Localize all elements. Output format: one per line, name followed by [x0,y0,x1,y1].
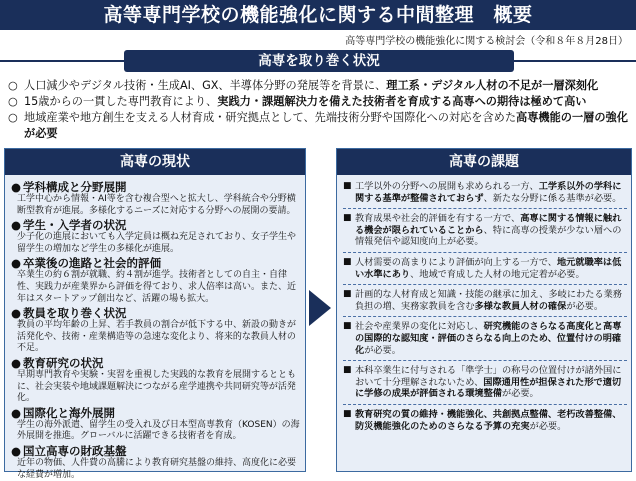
square-bullet-icon: ■ [343,365,352,376]
current-status-list [11,179,301,481]
current-status-item [11,356,301,405]
current-status-item [11,256,301,305]
issue-item [343,289,627,317]
current-status-heading: 国際化と海外展開 [23,405,116,420]
issues-title: 高専の課題 [337,149,631,175]
current-status-text: 卒業生の約６割が就職、約４割が進学。技術者としての自主・自律性、実践力が産業界から評価を得ており、求人倍率は高い。また、近年はスタートアップ創出など、活躍の場も拡大。 [17,270,297,304]
environment-item [6,94,632,109]
issue-tail: 、地域で育成した人材の地元定着が必要。 [410,268,585,280]
committee-date-line: 高等専門学校の機能強化に関する検討会（令和８年８月28日） [345,36,628,47]
current-status-text: 少子化の進展においても入学定員は概ね充足されており、女子学生や留学生の増加など学生の多様化が進展。 [17,232,297,254]
issue-text: 工学以外の分野への展開も求められる一方、 [355,181,539,192]
issue-item [343,181,627,209]
square-bullet-icon: ■ [343,408,352,419]
square-bullet-icon: ■ [343,289,352,300]
current-status-item [11,180,301,217]
environment-item [6,110,632,140]
current-status-item [11,444,301,481]
issue-item [343,365,627,405]
dot-bullet-icon: ● [11,256,22,271]
page-title: 高等専門学校の機能強化に関する中間整理 概要 [103,4,533,26]
current-status-title: 高専の現状 [5,149,305,175]
issue-item [343,321,627,361]
current-status-text: 早期専門教育や実験・実習を重視した実践的な教育を展開するとともに、社会実装や地域課題解決につながる産学連携や共同研究等が活発化。 [17,369,297,404]
current-status-heading: 教員を取り巻く状況 [23,306,127,321]
current-status-text: 工学中心から情報・AI等を含む複合型へと拡大し、学科統合や分野横断型教育が進展。多様化するニーズに対応する分野への展開の要請。 [17,194,296,216]
environment-item-text: 人口減少やデジタル技術・生成AI、GX、半導体分野の発展等を背景に、 [24,79,387,92]
environment-item-emphasis: 高専機能の一層の強化が必要 [24,111,628,140]
issue-tail: が必要。 [364,344,401,356]
issue-text: 人材需要の高まりにより評価が向上する一方で、 [355,256,557,268]
environment-item-text: 地域産業や地方創生を支える人材育成・研究拠点として、先端技術分野や国際化への対応を含めた [24,111,517,125]
issue-emphasis: 研究機能のさらなる高度化と高専の国際的な認知度・評価のさらなる向上のため、位置付けの明確化 [355,321,622,356]
issue-text: 教育成果や社会的評価を有する一方で、 [355,213,521,225]
current-status-heading: 学生・入学者の状況 [23,218,127,233]
dot-bullet-icon: ● [11,306,22,321]
circle-bullet-icon: ○ [8,95,18,109]
current-status-heading: 学科構成と分野展開 [23,180,127,194]
issue-tail: 、新たな分野に係る基準が必要。 [483,192,622,204]
circle-bullet-icon: ○ [8,111,18,125]
environment-item-emphasis: 実践力・課題解決力を備えた技術者を育成する高専への期待は極めて高い [217,95,587,109]
right-arrow-icon [309,290,331,326]
issue-item [343,213,627,253]
environment-item-text: 15歳からの一貫した専門教育により、 [24,95,218,109]
issue-emphasis: 地元就職率は低い水準にあり [355,256,622,280]
current-status-heading: 卒業後の進路と社会的評価 [23,256,162,271]
dot-bullet-icon: ● [11,180,22,194]
issue-emphasis: 高専に関する情報に触れる機会が限られていることから [355,213,622,236]
issue-emphasis: 国際通用性が担保された形で適切に学修の成果が評価される環境整備 [355,376,622,400]
issue-item [343,257,627,285]
issue-text: 計画的な人材育成と知識・技能の継承に加え、多岐にわたる業務負担の増、実務家教員を含む [355,289,622,312]
issue-emphasis: 多様な教員人材の確保 [474,300,567,312]
dot-bullet-icon: ● [11,405,22,420]
issue-emphasis: 教育研究の質の維持・機能強化、共創拠点整備、老朽改善整備、防災機能強化のためのさらなる予算の充実 [355,408,622,432]
current-status-text: 教員の平均年齢の上昇、若手教員の割合が低下する中、新設の動きが活発化や、技術・産業構造等の急速な変化より、将来的な教員人材の不足。 [17,320,297,354]
issues-list [343,181,627,440]
issue-tail: が必要。 [502,388,539,400]
circle-bullet-icon: ○ [8,79,18,92]
current-status-panel [4,148,306,480]
issue-text: 本科卒業生に付与される「準学士」の称号の位置付けが諸外国において十分理解されないため、 [355,365,622,388]
environment-item [6,78,632,93]
page-header [0,0,636,30]
environment-item-emphasis: 理工系・デジタル人材の不足が一層深刻化 [386,79,599,92]
issue-tail: が必要。 [566,300,604,312]
current-status-item [11,406,301,443]
square-bullet-icon: ■ [343,256,352,267]
square-bullet-icon: ■ [343,321,352,332]
current-status-text: 学生の海外派遣、留学生の受入れ及び日本型高専教育（KOSEN）の海外展開を推進。グローバルに活躍できる技術者を育成。 [17,419,300,442]
current-status-text: 近年の物価、人件費の高騰により教育研究基盤の維持、高度化に必要な経費が増加。 [17,457,297,480]
issue-tail: が必要。 [529,420,567,432]
issue-emphasis: 工学系以外の学科に関する基準が整備されておらず [355,181,622,204]
issue-text: 社会や産業界の変化に対応し、 [355,321,484,333]
current-status-item [11,218,301,255]
square-bullet-icon: ■ [343,181,352,191]
dot-bullet-icon: ● [11,355,22,370]
current-status-heading: 国立高専の財政基盤 [23,443,127,458]
current-status-heading: 教育研究の状況 [23,355,104,370]
current-status-item [11,306,301,355]
dot-bullet-icon: ● [11,443,22,458]
issue-tail: 、特に高専の授業が少ない層への情報発信や認知度向上が必要。 [355,224,622,248]
square-bullet-icon: ■ [343,213,352,224]
dot-bullet-icon: ● [11,218,22,233]
issues-panel [336,148,632,472]
environment-list [6,78,632,142]
issue-item [343,409,627,436]
environment-section-title: 高専を取り巻く状況 [124,50,514,72]
